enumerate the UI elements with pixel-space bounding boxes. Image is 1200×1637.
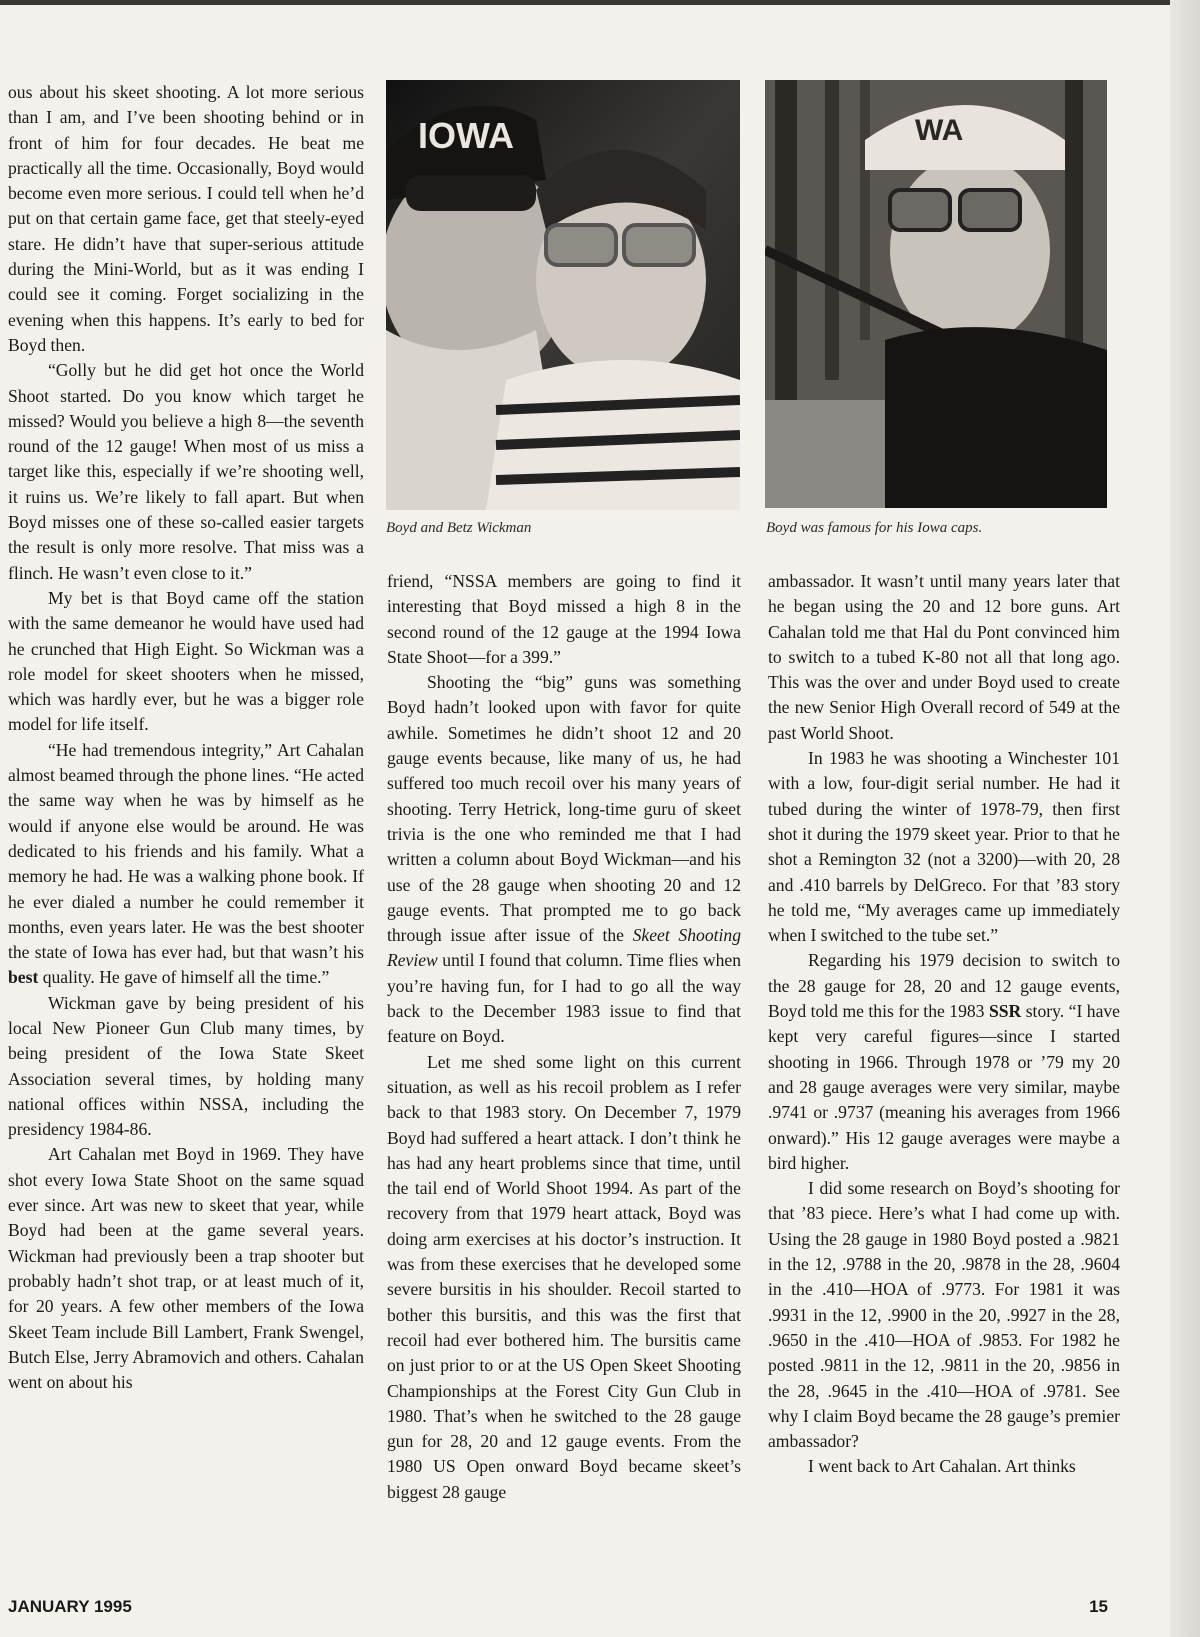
photo-boyd-and-betz-image xyxy=(386,80,740,510)
paragraph: Let me shed some light on this current situation, as well as his recoil problem as I refer back to that 1983 story. On December 7, 1979 Boyd had suffered a heart attack. I don’t think he has had any heart problems since that time, until the tail end of World Shoot 1994. As part of the recovery from that 1979 heart attack, Boyd was doing arm exercises at his doctor’s instruction. It was from these exercises that he developed some severe bursitis in his shoulder. Recoil started to bother this bursitis, and this was the first that recoil had ever bothered him. The bursitis came on just prior to or at the US Open Skeet Shooting Championships at the Forest City Gun Club in 1980. That’s when he switched to the 28 gauge gun for 28, 20 and 12 gauge events. From the 1980 US Open onward Boyd became skeet’s biggest 28 gauge xyxy=(387,1051,741,1502)
photo-boyd-and-betz xyxy=(386,80,740,510)
paragraph: “Golly but he did get hot once the World Shoot started. Do you know which target he missed? Would you believe a high 8—the seventh round of the 12 gauge! When most of us miss a target like this, especially if we’re shooting well, it ruins us. We’re likely to fall apart. But when Boyd misses one of these so-called easier targets the result is only more resolve. That miss was a flinch. He wasn’t even close to it.” xyxy=(8,360,364,583)
paragraph: I went back to Art Cahalan. Art thinks xyxy=(808,1456,1076,1477)
text-run: until I found that column. Time flies when you’re having fun, for I had to go all the way back to the December 1983 issue to find that feature on Boyd. xyxy=(387,950,741,1047)
page-right-edge xyxy=(1170,0,1200,1637)
paragraph: ous about his skeet shooting. A lot more serious than I am, and I’ve been shooting behind or in front of him for four decades. He beat me practically all the time. Occasionally, Boyd would become even more serious. I could tell when he’d put on that certain game face, get that steely-eyed stare. He didn’t have that super-serious attitude during the Mini-World, but as it was ending I could see it coming. Forget socializing in the evening when this happens. It’s early to bed for Boyd then. xyxy=(8,82,364,355)
cap-lettering: WA xyxy=(915,114,964,147)
paragraph xyxy=(768,948,1120,1176)
article-column-1 xyxy=(8,80,364,1395)
photo-caption: Boyd and Betz Wickman xyxy=(386,520,532,536)
text-run: Shooting the “big” guns was something Boyd hadn’t looked upon with favor for quite awhile. Sometimes he didn’t shoot 12 and 20 gauge events because, like many of us, he had suffered too much recoil over his many years of shooting. Terry Hetrick, long-time guru of skeet trivia is the one who reminded me that I had written a column about Boyd Wickman—and his use of the 28 gauge when shooting 20 and 12 gauge events. That prompted me to go back through issue after issue of the xyxy=(387,672,741,946)
photo-boyd-with-shotgun-image xyxy=(765,80,1107,508)
bold-text-run: best xyxy=(8,967,39,988)
photo-caption: Boyd was famous for his Iowa caps. xyxy=(766,520,983,536)
paragraph: I did some research on Boyd’s shooting for that ’83 piece. Here’s what I had come up with. Using the 28 gauge in 1980 Boyd posted a .9821 in the 12, .9788 in the 20, .9878 in the 28, .9604 in the .410—HOA of .9773. For 1981 it was .9931 in the 12, .9900 in the 20, .9927 in the 28, .9650 in the .410—HOA of .9853. For 1982 he posted .9811 in the 12, .9811 in the 20, .9856 in the 28, .9645 in the .410—HOA of .9781. See why I claim Boyd became the 28 gauge’s premier ambassador? xyxy=(768,1178,1120,1452)
article-column-2 xyxy=(387,569,741,1505)
paragraph xyxy=(387,670,741,1049)
text-run: quality. He gave of himself all the time.” xyxy=(38,967,330,988)
photo-boyd-with-shotgun xyxy=(765,80,1107,508)
paragraph: Wickman gave by being president of his local New Pioneer Gun Club many times, by being president of the Iowa State Skeet Association several times, by holding many national offices within NSSA, including the presidency 1984-86. xyxy=(8,992,364,1140)
paragraph xyxy=(8,738,364,991)
text-run: “He had tremendous integrity,” Art Cahalan almost beamed through the phone lines. “He acted the same way when he was by himself as he would if anyone else would be around. He was dedicated to his friends and his family. What a memory he had. He was a walking phone book. If he ever dialed a number he could remember it months, even years later. He was the best shooter the state of Iowa has ever had, but that wasn’t his xyxy=(8,739,364,963)
footer-issue-date: JANUARY 1995 xyxy=(8,1597,132,1616)
bold-text-run: SSR xyxy=(988,1001,1022,1022)
article-column-3 xyxy=(768,569,1120,1480)
text-run: story. “I have kept very careful figures—since I started shooting in 1966. Through 1978 or ’79 my 20 and 28 gauge averages were very similar, maybe .9741 or .9737 (meaning his averages from 1966 onward).” His 12 gauge averages were maybe a bird higher. xyxy=(768,1001,1120,1173)
paragraph: Art Cahalan met Boyd in 1969. They have shot every Iowa State Shoot on the same squad ever since. Art was new to skeet that year, while Boyd had been at the game several years. Wickman had previously been a trap shooter but probably hadn’t shot trap, or at least much of it, for 20 years. A few other members of the Iowa Skeet Team include Bill Lambert, Frank Swengel, Butch Else, Jerry Abramovich and others. Cahalan went on about his xyxy=(8,1144,364,1393)
paragraph: In 1983 he was shooting a Winchester 101 with a low, four-digit serial number. He had it tubed during the winter of 1978-79, then first shot it during the 1979 skeet year. Prior to that he shot a Remington 32 (not a 3200)—with 20, 28 and .410 barrels by DelGreco. For that ’83 story he told me, “My averages came up immediately when I switched to the tube set.” xyxy=(768,748,1120,946)
paragraph: friend, “NSSA members are going to find it interesting that Boyd missed a high 8 in the second round of the 12 gauge at the 1994 Iowa State Shoot—for a 399.” xyxy=(387,571,741,667)
page-number: 15 xyxy=(1089,1597,1108,1616)
paragraph: ambassador. It wasn’t until many years later that he began using the 20 and 12 bore guns. Art Cahalan told me that Hal du Pont convinced him to switch to a tubed K-80 not all that long ago. This was the over and under Boyd used to create the new Senior High Overall record of 549 at the past World Shoot. xyxy=(768,571,1120,743)
page-top-edge xyxy=(0,0,1200,5)
text-run: Regarding his 1979 decision to switch to the 28 gauge for 28, 20 and 12 gauge events, Boyd told me this for the 1983 xyxy=(768,950,1120,1022)
cap-lettering: IOWA xyxy=(418,115,514,156)
italic-text-run: Skeet Shooting Review xyxy=(387,925,741,971)
paragraph: My bet is that Boyd came off the station with the same demeanor he would have used had he crunched that High Eight. So Wickman was a role model for skeet shooters when he missed, which was hardly ever, but he was a bigger role model for life itself. xyxy=(8,587,364,735)
